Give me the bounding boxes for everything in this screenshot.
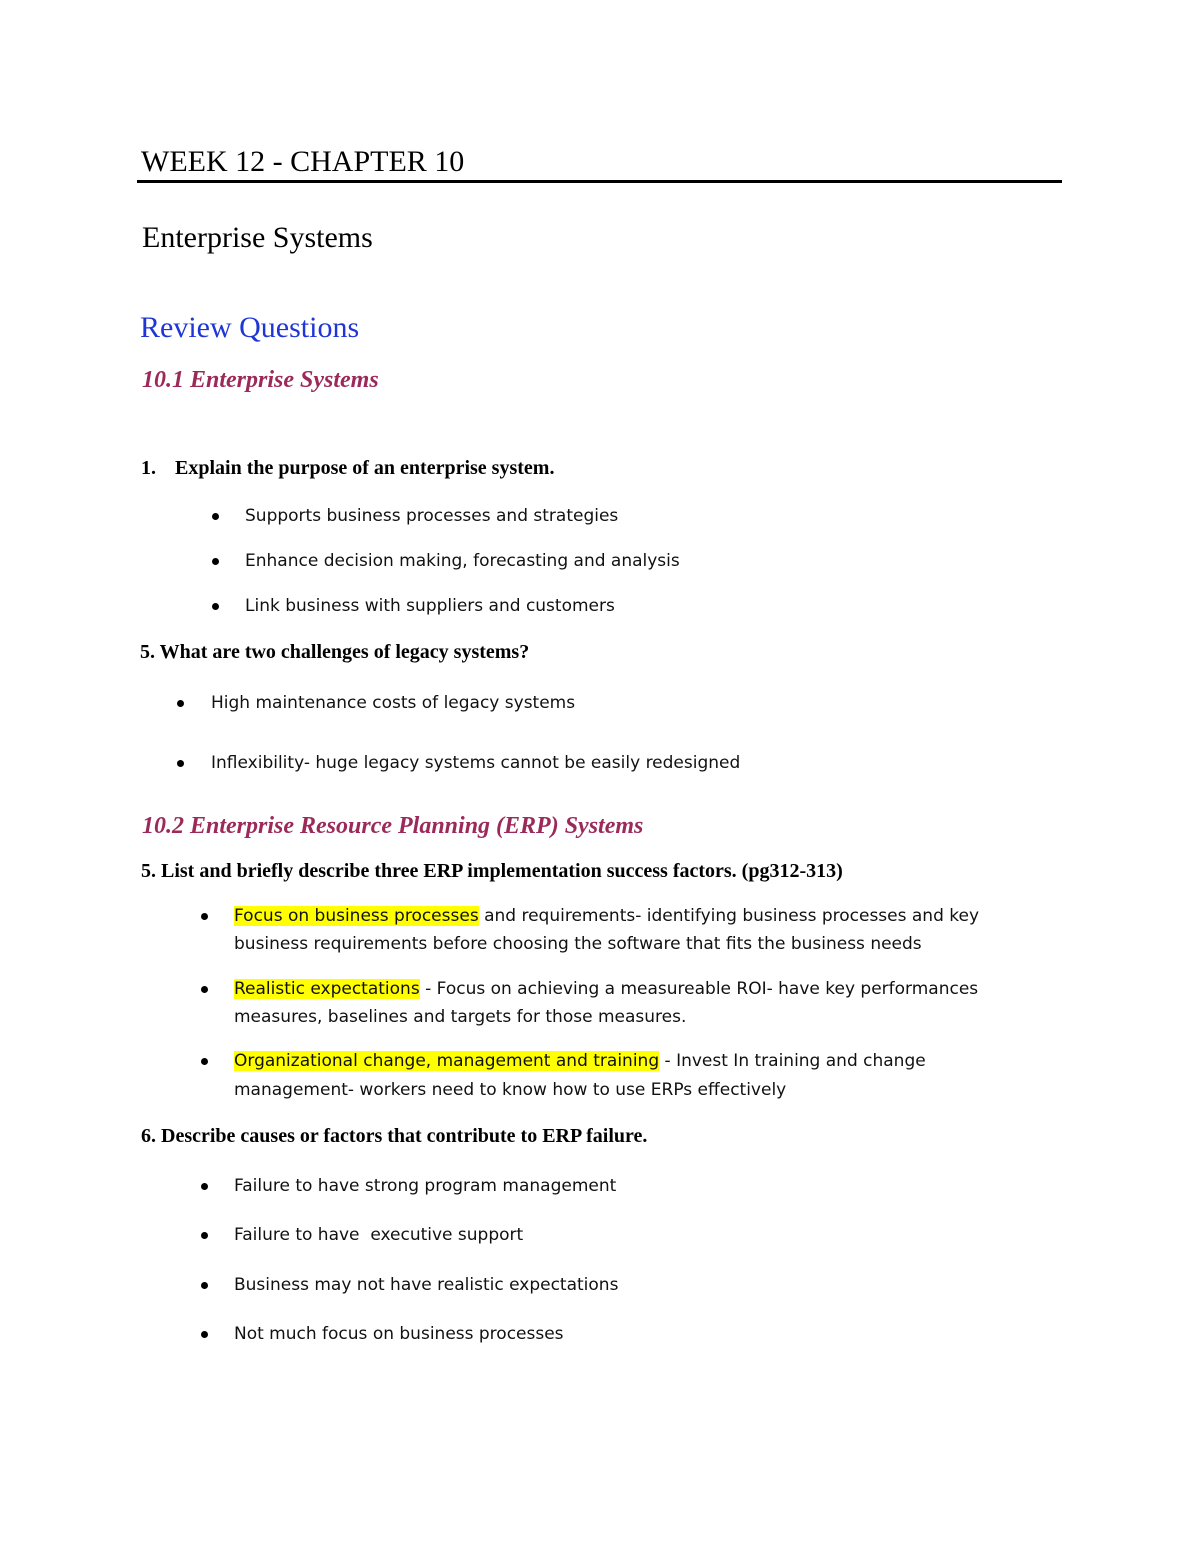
bullet-icon: [201, 1058, 208, 1065]
review-questions-heading: Review Questions: [140, 311, 360, 344]
bullet-icon: [212, 558, 219, 565]
bullet-icon: [201, 913, 208, 920]
bullet-icon: [201, 1232, 208, 1239]
bullet-icon: [201, 1183, 208, 1190]
bullet-icon: [201, 1331, 208, 1338]
list-item-continuation: management- workers need to know how to use ERPs effectively: [234, 1080, 787, 1100]
list-item: [234, 1047, 926, 1075]
section-heading-10-2: 10.2 Enterprise Resource Planning (ERP) Systems: [142, 813, 644, 839]
title-underline: [137, 180, 1062, 183]
section-heading-10-1: 10.1 Enterprise Systems: [142, 367, 379, 393]
bullet-icon: [201, 986, 208, 993]
question-text: Describe causes or factors that contribute to ERP failure.: [161, 1125, 648, 1147]
list-item: Link business with suppliers and customers: [245, 596, 615, 616]
list-item: High maintenance costs of legacy systems: [211, 693, 576, 713]
list-item: Business may not have realistic expectations: [234, 1275, 619, 1295]
list-item: Failure to have executive support: [234, 1225, 524, 1245]
bullet-icon: [212, 513, 219, 520]
list-item: Supports business processes and strategies: [245, 506, 619, 526]
question-number: 1.: [141, 457, 156, 479]
bullet-icon: [201, 1282, 208, 1289]
question-text: List and briefly describe three ERP implementation success factors. (pg312-313): [161, 860, 843, 882]
question-1: [141, 454, 554, 482]
list-item-text: and requirements- identifying business processes and key: [478, 906, 980, 926]
question-5-legacy: [140, 638, 529, 666]
bullet-icon: [177, 700, 184, 707]
list-item-continuation: business requirements before choosing the software that fits the business needs: [234, 934, 922, 954]
list-item: Enhance decision making, forecasting and analysis: [245, 551, 680, 571]
page-title: WEEK 12 - CHAPTER 10: [141, 145, 465, 178]
page-subtitle: Enterprise Systems: [142, 221, 373, 254]
highlighted-text: Organizational change, management and training: [234, 1051, 660, 1071]
highlighted-text: Realistic expectations: [234, 979, 420, 999]
list-item-continuation: measures, baselines and targets for those measures.: [234, 1007, 687, 1027]
question-number: 5.: [141, 860, 156, 882]
question-number: 5.: [140, 641, 155, 663]
list-item: [234, 975, 978, 1003]
list-item: Failure to have strong program management: [234, 1176, 617, 1196]
list-item: [234, 902, 979, 930]
question-6: [141, 1122, 647, 1150]
question-text: What are two challenges of legacy systems?: [159, 641, 530, 663]
bullet-icon: [177, 760, 184, 767]
question-text: Explain the purpose of an enterprise system.: [175, 457, 555, 479]
list-item-text: - Invest In training and change: [659, 1051, 926, 1071]
bullet-icon: [212, 603, 219, 610]
list-item: Inflexibility- huge legacy systems cannot be easily redesigned: [211, 753, 741, 773]
question-5-erp: [141, 857, 843, 885]
list-item: Not much focus on business processes: [234, 1324, 564, 1344]
question-number: 6.: [141, 1125, 156, 1147]
list-item-text: - Focus on achieving a measureable ROI- have key performances: [419, 979, 979, 999]
highlighted-text: Focus on business processes: [234, 906, 479, 926]
